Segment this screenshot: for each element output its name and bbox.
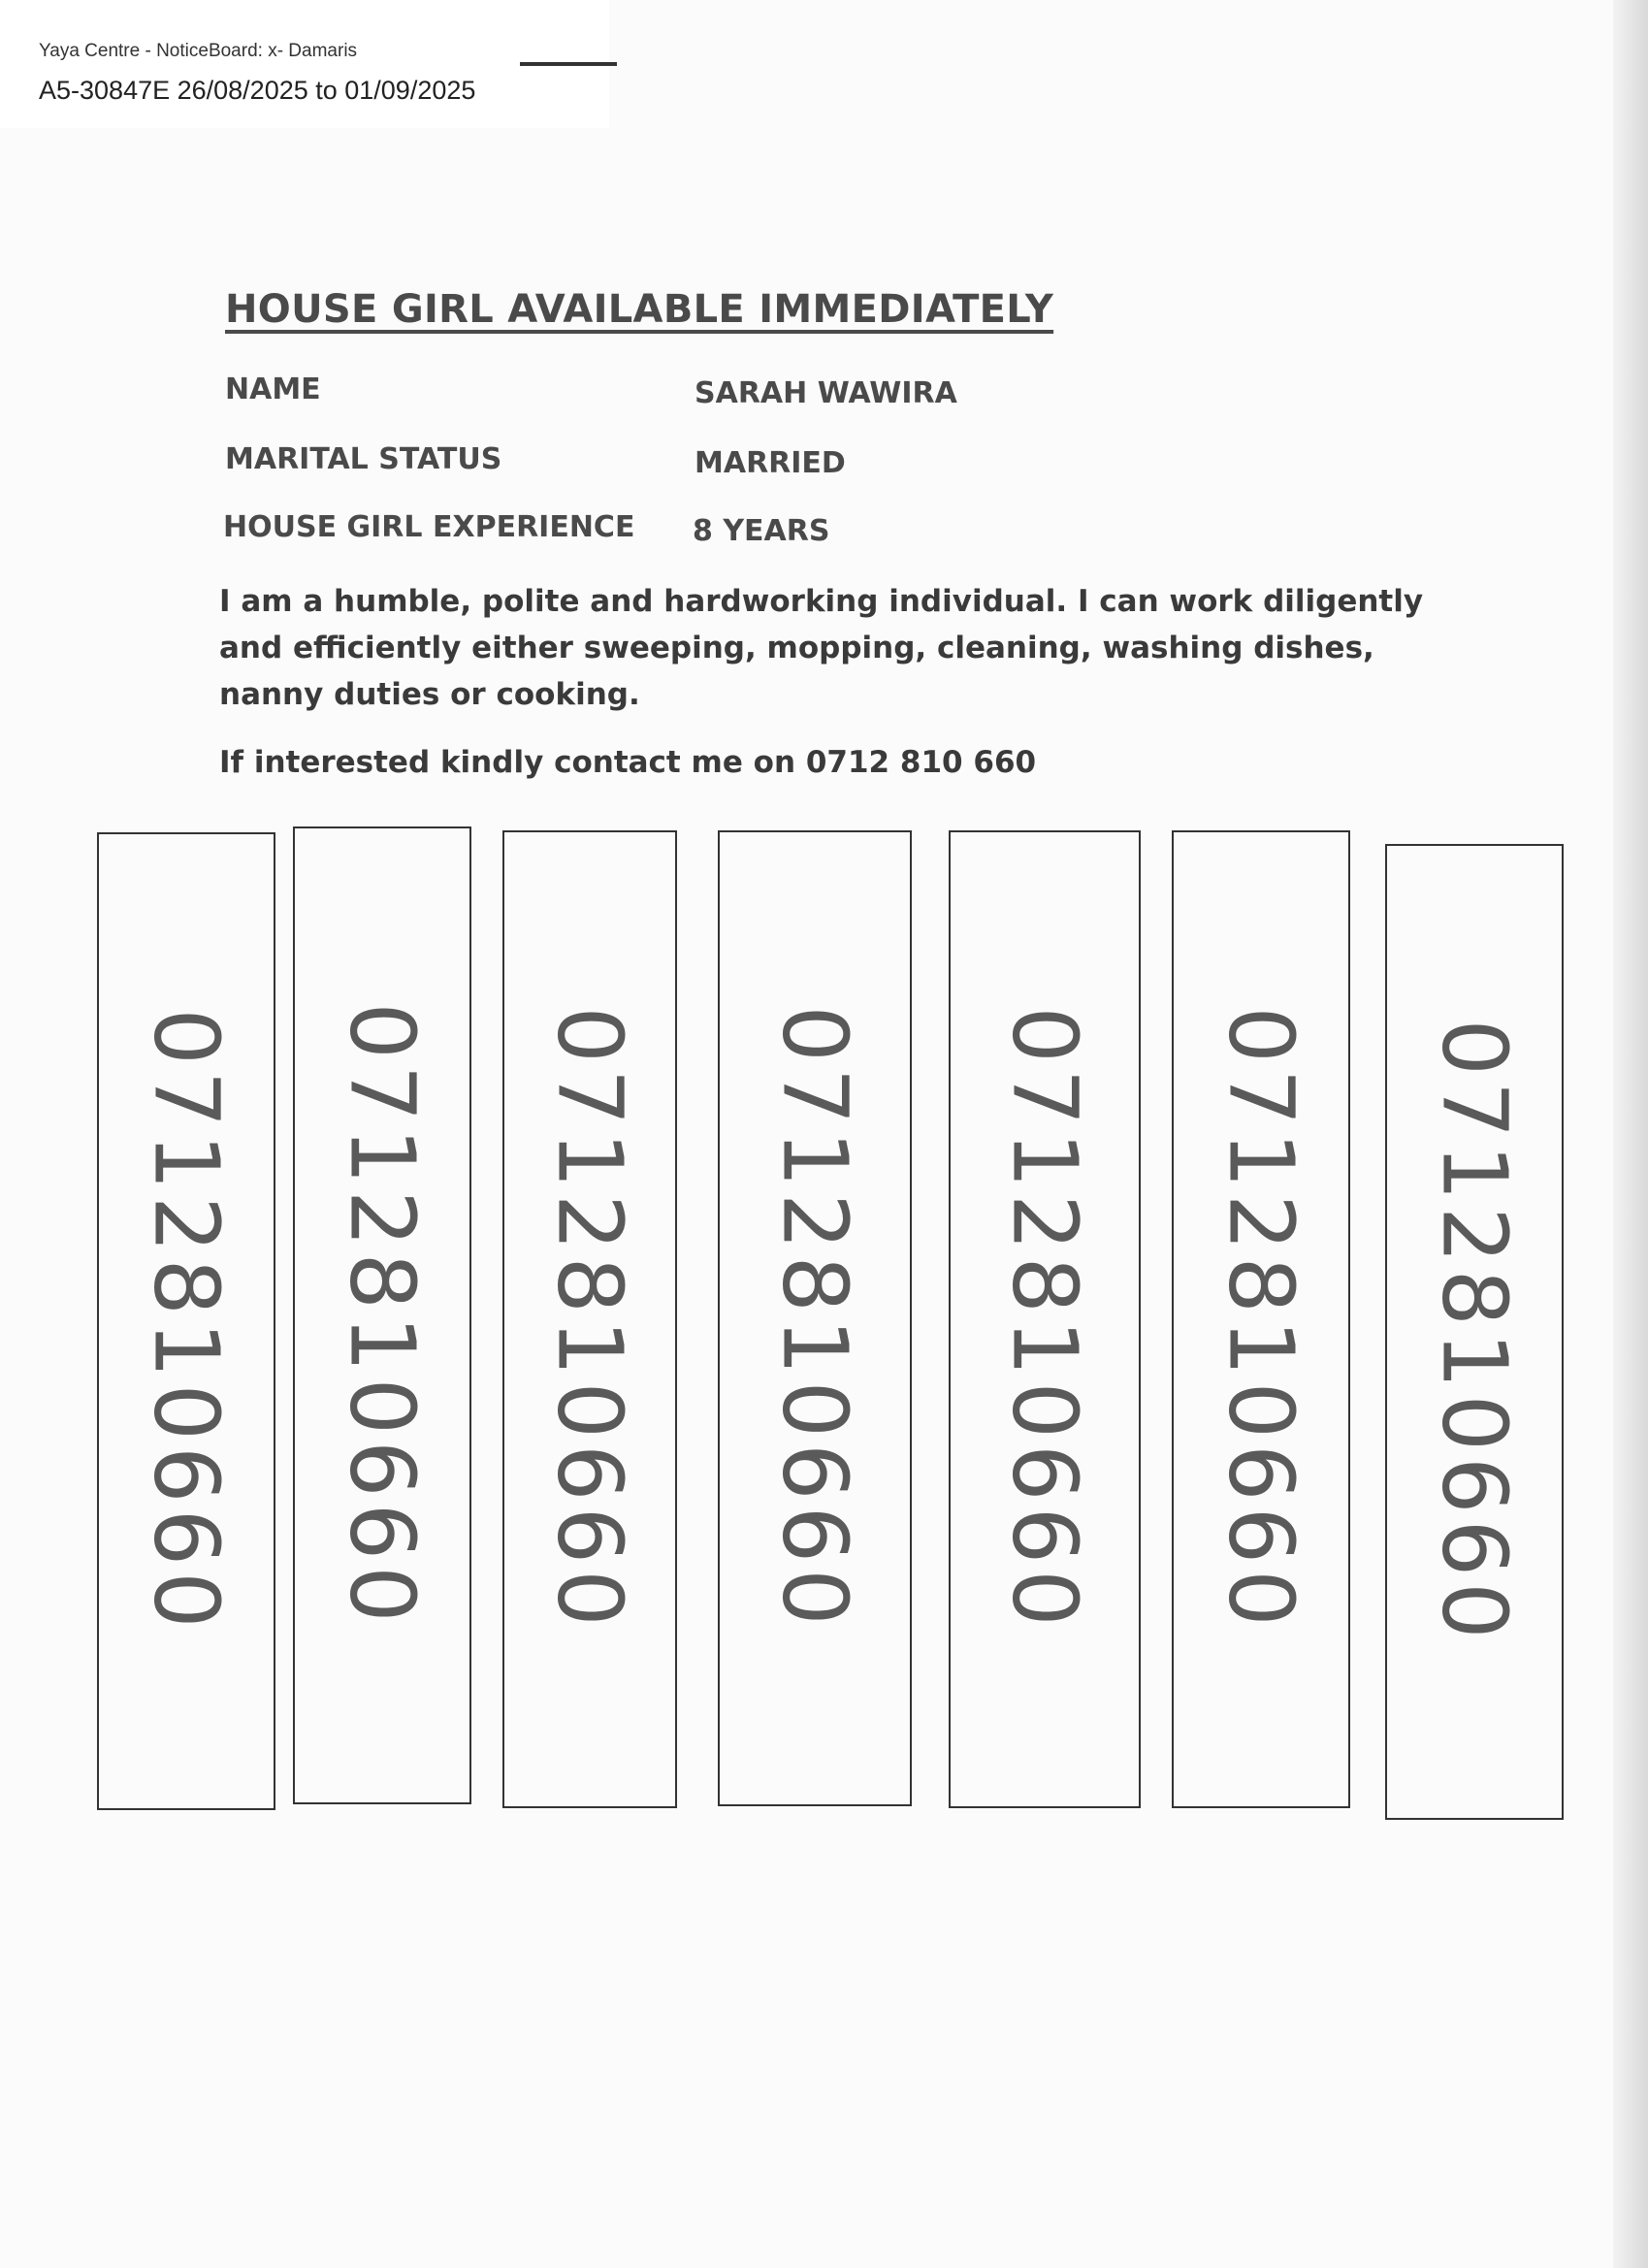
tear-off-phone-6: 0712810660 — [1209, 1006, 1313, 1633]
scan-edge — [1613, 0, 1648, 2268]
tear-off-strip-7[interactable] — [1385, 844, 1564, 1820]
tear-off-strip-1[interactable] — [97, 832, 275, 1810]
detail-value-experience: 8 YEARS — [693, 514, 830, 548]
detail-label-name: NAME — [225, 373, 321, 406]
detail-value-name: SARAH WAWIRA — [695, 376, 957, 410]
contact-line: If interested kindly contact me on 0712 810 660 — [219, 745, 1037, 780]
tear-off-phone-3: 0712810660 — [537, 1006, 642, 1633]
tear-off-phone-4: 0712810660 — [762, 1005, 867, 1632]
tear-off-phone-5: 0712810660 — [992, 1006, 1097, 1633]
tear-off-strip-5[interactable] — [949, 830, 1141, 1808]
tear-off-strip-2[interactable] — [293, 826, 471, 1804]
handwritten-dash — [520, 62, 617, 66]
notice-label — [0, 0, 609, 128]
description-paragraph: I am a humble, polite and hardworking individual. I can work diligently and efficiently either sweeping, mopping, cleaning, washing dishes, nanny duties or cooking. — [219, 584, 1424, 712]
tear-off-phone-7: 0712810660 — [1422, 1019, 1527, 1645]
detail-label-marital-status: MARITAL STATUS — [225, 442, 502, 476]
tear-off-strip-6[interactable] — [1172, 830, 1350, 1808]
notice-label-line2: A5-30847E 26/08/2025 to 01/09/2025 — [39, 76, 476, 105]
notice-label-line1: Yaya Centre - NoticeBoard: x- Damaris — [39, 41, 358, 61]
detail-value-marital-status: MARRIED — [695, 446, 846, 480]
tear-off-strip-4[interactable] — [718, 830, 912, 1806]
page-title: HOUSE GIRL AVAILABLE IMMEDIATELY — [225, 287, 1054, 332]
tear-off-phone-1: 0712810660 — [134, 1008, 239, 1635]
tear-off-phone-2: 0712810660 — [330, 1002, 435, 1629]
detail-label-experience: HOUSE GIRL EXPERIENCE — [223, 510, 635, 544]
tear-off-strip-3[interactable] — [502, 830, 677, 1808]
